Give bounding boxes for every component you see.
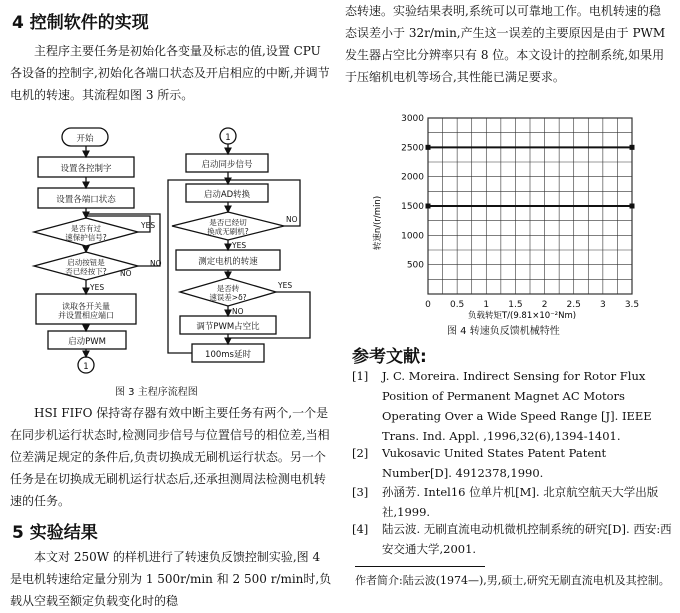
chart-y-tick-label: 2500 [401,143,424,154]
figure-3-flowchart [20,120,340,378]
chart-y-tick-label: 3000 [401,114,424,124]
flow-left-d1-yes: YES [141,221,156,230]
figure-4-caption: 图 4 转速负反馈机械特性 [447,326,560,337]
chart-y-tick-label: 1000 [401,231,424,242]
fifo-paragraph: HSI FIFO 保持寄存器有效中断主要任务有两个,一个是在同步机运行状态时,检测同步信号与位置信号的相位差,当相位差满足规定的条件后,负责切换成无刷机运行状态。另一个任务是在切换成无刷机运行状态后,还承担测周法检测电机转速的任务。 [10,406,330,508]
figure-4-chart [370,108,660,322]
flow-right-n4: 调节PWM占空比 [196,322,260,332]
flow-right-d2-no: NO [232,307,244,316]
chart-x-tick-label: 0 [425,300,431,310]
reference-1 [352,366,672,446]
flow-left-d2: 启动按钮是否已经按下? [65,258,107,276]
reference-number: [1] [352,369,369,383]
reference-number: [3] [352,485,369,499]
chart-x-axis-label: 负载转矩T/(9.81×10⁻²Nm) [467,311,577,321]
chart-data-point [426,204,431,209]
flow-left-d1-no: NO [150,259,162,268]
chart-y-tick-label: 2000 [401,172,424,183]
flow-right-n5: 100ms延时 [205,350,251,360]
chart-y-axis-label: 转速n/(r/min) [373,195,383,251]
flow-left-connector: 1 [83,362,89,372]
chart-data-point [630,204,635,209]
flow-left-d2-yes: YES [90,283,105,292]
reference-3 [352,482,672,522]
flow-right-d2: 是否转速误差>δ? [209,284,247,302]
reference-2 [352,443,672,483]
results-paragraph: 态转速。实验结果表明,系统可以可靠地工作。电机转速的稳态误差小于 32r/min,产生这一误差的主要原因是由于 PWM 发生器占空比分辨率只有 8 位。本文设计的控制系统,如果用于压缩机电机等场合,其性能已满足要求。 [345,4,666,84]
flow-right-n1: 启动同步信号 [201,160,253,170]
flow-right-d2-yes: YES [278,281,293,290]
chart-y-tick-label: 1500 [401,202,424,212]
reference-text: Vukosavic United States Patent Patent Number[D]. 4912378,1990. [382,446,607,480]
chart-x-tick-label: 1 [483,300,490,310]
reference-number: [2] [352,446,369,460]
flow-left-d2-no: NO [120,269,132,278]
flow-left-n2: 设置各端口状态 [56,195,116,205]
footnote-divider [355,566,485,567]
section-4-heading: 4 控制软件的实现 [12,13,149,33]
chart-x-tick-label: 0.5 [449,300,465,310]
flow-right-d1: 是否已经切换成无刷机? [207,218,249,236]
chart-y-tick-label: 500 [406,260,424,271]
reference-number: [4] [352,522,369,536]
references-heading: 参考文献: [352,347,427,367]
section-5-paragraph: 本文对 250W 的样机进行了转速负反馈控制实验,图 4 是电机转速给定量分别为 1 500r/min 和 2 500 r/min时,负载从空载至额定负载变化时的稳 [10,550,332,608]
chart-x-tick-label: 2.5 [566,300,581,310]
section-5-heading: 5 实验结果 [12,523,98,543]
chart-x-tick-label: 1.5 [508,300,523,310]
section-4-paragraph: 主程序主要任务是初始化各变量及标志的值,设置 CPU 各设备的控制字,初始化各端口状态及开启相应的中断,并调节电机的转速。其流程如图 3 所示。 [10,44,330,102]
flow-left-n1: 设置各控制字 [60,164,112,174]
flow-left-n4: 启动PWM [68,337,106,347]
flow-right-d1-yes: YES [232,241,247,250]
flow-left-d1: 是否有过速保护信号? [65,224,107,242]
chart-x-tick-label: 3.5 [624,300,640,310]
chart-x-tick-label: 3 [599,300,606,310]
chart-x-tick-label: 2 [541,300,548,310]
flow-start-label: 开始 [76,134,94,144]
flow-left-n3: 读取各开关量并设置相应端口 [58,302,114,320]
flow-right-d1-no: NO [286,215,298,224]
reference-text: J. C. Moreira. Indirect Sensing for Rotor Flux Position of Permanent Magnet AC Motors Operating Over a Wide Speed Range [J]. IEEE Trans. Ind. Appl. ,1996,32(6),1394-1401. [382,369,652,443]
figure-3-caption: 图 3 主程序流程图 [115,387,198,398]
reference-text: 陆云波. 无刷直流电动机微机控制系统的研究[D]. 西安:西安交通大学,2001. [382,522,672,556]
chart-data-point [630,145,635,150]
flow-right-n3: 测定电机的转速 [198,257,258,267]
flow-right-connector: 1 [225,133,231,143]
reference-text: 孙涵芳. Intel16 位单片机[M]. 北京航空航天大学出版社,1999. [382,485,659,519]
chart-data-point [426,145,431,150]
author-note: 作者简介:陆云波(1974—),男,硕士,研究无刷直流电机及其控制。 [355,574,670,587]
reference-4 [352,519,672,559]
flow-right-n2: 启动AD转换 [203,190,251,200]
